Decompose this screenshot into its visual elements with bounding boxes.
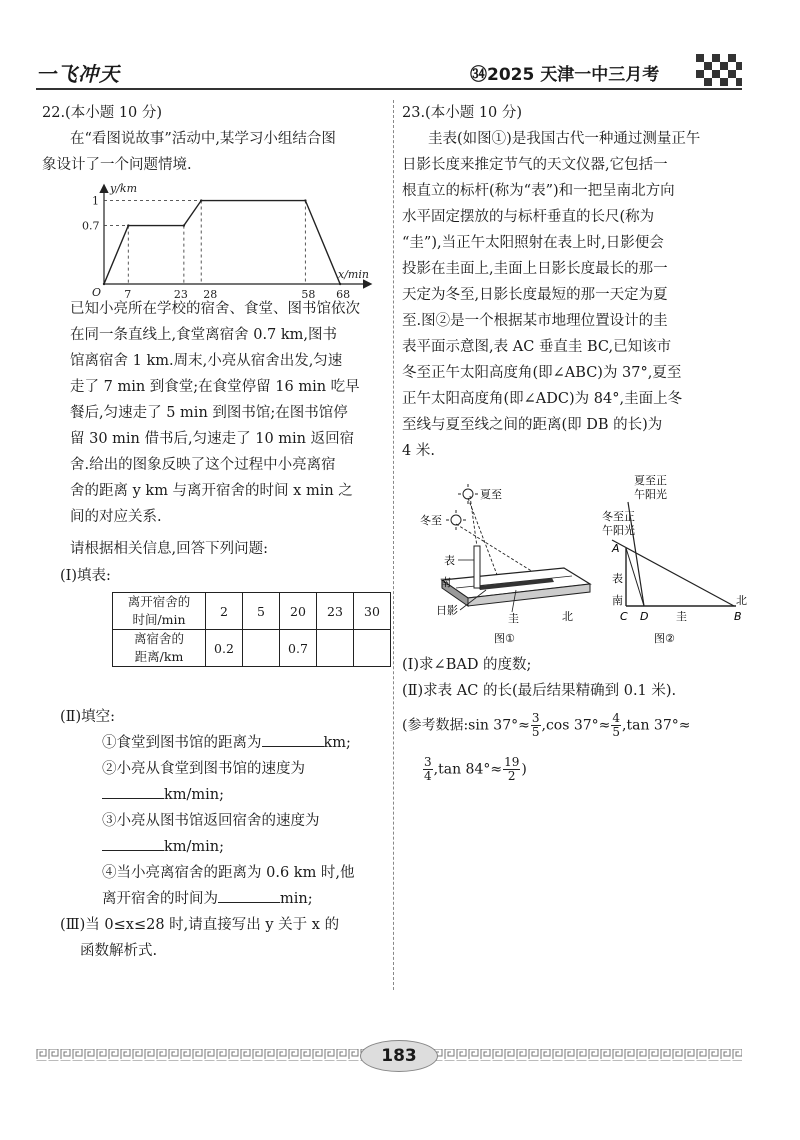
gui-label: 圭	[508, 612, 519, 625]
y-tick-label: 0.7	[82, 219, 100, 233]
q23-body-line: 正午太阳高度角(即∠ADC)为 84°,圭面上冬	[402, 391, 683, 407]
point-D-label: D	[640, 610, 649, 623]
q22-part3-line: (Ⅲ)当 0≤x≤28 时,请直接写出 y 关于 x 的	[60, 917, 340, 933]
winter-ray	[612, 540, 734, 606]
fill-item-1: ①食堂到图书馆的距离为 km;	[102, 730, 351, 756]
y-axis-label: y/km	[110, 182, 138, 195]
x-tick-label: 28	[203, 288, 218, 301]
fill-item-2-cont: km/min;	[102, 782, 224, 808]
distance-time-chart	[80, 180, 380, 300]
south-label: 南	[440, 576, 451, 589]
winter-sun-label-2: 午阳光	[602, 524, 635, 537]
q23-body-line: 根直立的标杆(称为“表”)和一把呈南北方向	[402, 183, 675, 199]
summer-ray	[628, 502, 644, 606]
fill-item-4-cont: 离开宿舍的时间为 min;	[102, 886, 313, 912]
header-rule	[36, 88, 742, 90]
x-axis-label: x/min	[338, 268, 369, 281]
q23-body-line: 投影在圭面上,圭面上日影长度最长的那一	[402, 261, 668, 277]
fraction: $\frac{4}{5}$	[612, 711, 621, 739]
table-cell-blank[interactable]	[317, 630, 354, 667]
fill-item-2: ②小亮从食堂到图书馆的速度为	[102, 761, 305, 777]
y-tick-label: 1	[92, 194, 99, 208]
q23-part1: (Ⅰ)求∠BAD 的度数;	[402, 657, 532, 673]
q23-body-line: 表平面示意图,表 AC 垂直圭 BC,已知该市	[402, 339, 672, 355]
page-header-title: ㉞2025 天津一中三月考	[470, 65, 660, 85]
summer-label: 夏至	[480, 488, 502, 501]
q23-body-line: “圭”),当正午太阳照射在表上时,日影便会	[402, 235, 664, 251]
summer-sun-icon	[458, 484, 478, 504]
table-row	[113, 593, 391, 630]
q23-body-line: 天定为冬至,日影长度最短的那一天定为夏	[402, 287, 668, 303]
q22-heading: 22.(本小题 10 分)	[42, 105, 163, 121]
q22-body-line: 已知小亮所在学校的宿舍、食堂、图书馆依次	[70, 301, 360, 317]
q23-reference-data-cont: $\frac{3}{4}$ ,tan 84°≈ $\frac{19}{2}$ )	[424, 755, 527, 783]
table-cell: 5	[243, 593, 280, 630]
data-point	[304, 199, 306, 201]
q23-body-line: 冬至正午太阳高度角(即∠ABC)为 37°,夏至	[402, 365, 682, 381]
x-tick-label: 58	[301, 288, 316, 301]
shadow-label: 日影	[436, 604, 458, 617]
fraction: $\frac{19}{2}$	[504, 755, 520, 783]
series-line	[104, 201, 340, 284]
point-C-label: C	[620, 610, 628, 623]
column-divider	[393, 100, 394, 990]
q23-body-line: 圭表(如图①)是我国古代一种通过测量正午	[428, 131, 701, 147]
biao-label: 表	[444, 554, 455, 567]
table-cell: 20	[280, 593, 317, 630]
point-A-label: A	[612, 542, 620, 555]
winter-label: 冬至	[420, 514, 442, 527]
winter-sun-icon	[446, 510, 466, 530]
table-cell: 0.2	[206, 630, 243, 667]
page-number: 183	[360, 1040, 438, 1072]
x-tick-label: 68	[336, 288, 351, 301]
q22-part1-label: (Ⅰ)填表:	[60, 568, 111, 584]
answer-blank[interactable]	[218, 888, 280, 903]
answer-blank[interactable]	[102, 836, 164, 851]
data-point	[127, 224, 129, 226]
fill-in-table	[112, 592, 391, 667]
table-cell: 2	[206, 593, 243, 630]
summer-sun-label-1: 夏至正	[634, 474, 667, 487]
table-cell: 23	[317, 593, 354, 630]
q23-part2: (Ⅱ)求表 AC 的长(最后结果精确到 0.1 米).	[402, 683, 677, 699]
data-point	[183, 224, 185, 226]
checker-decoration-icon	[696, 54, 742, 86]
answer-blank[interactable]	[262, 732, 324, 747]
table-cell-blank[interactable]	[354, 630, 391, 667]
brand-logo: 一飞冲天	[36, 62, 120, 86]
south-label: 南	[612, 594, 623, 607]
q23-body-line: 日影长度来推定节气的天文仪器,它包括一	[402, 157, 668, 173]
q22-part2-label: (Ⅱ)填空:	[60, 709, 116, 725]
table-cell-blank[interactable]	[243, 630, 280, 667]
north-label: 北	[562, 610, 573, 623]
q22-part3-line: 函数解析式.	[80, 943, 158, 959]
guide-lines	[104, 201, 305, 284]
point-B-label: B	[734, 610, 742, 623]
fill-item-3: ③小亮从图书馆返回宿舍的速度为	[102, 813, 320, 829]
q22-body-line: 舍的距离 y km 与离开宿舍的时间 x min 之	[70, 483, 353, 499]
figure-1-caption: 图①	[494, 632, 515, 645]
q22-body-line: 餐后,匀速走了 5 min 到图书馆;在图书馆停	[70, 405, 348, 421]
q22-body-line: 留 30 min 借书后,匀速走了 10 min 返回宿	[70, 431, 355, 447]
q23-heading: 23.(本小题 10 分)	[402, 105, 523, 121]
x-tick-label: 23	[173, 288, 188, 301]
figure-2-caption: 图②	[654, 632, 675, 645]
table-row	[113, 630, 391, 667]
table-cell: 0.7	[280, 630, 317, 667]
data-points	[103, 199, 342, 285]
q22-body-line: 馆离宿舍 1 km.周末,小亮从宿舍出发,匀速	[70, 353, 343, 369]
summer-sun-label-2: 午阳光	[634, 488, 667, 501]
data-point	[200, 199, 202, 201]
answer-blank[interactable]	[102, 784, 164, 799]
q22-body-line: 在同一条直线上,食堂离宿舍 0.7 km,图书	[70, 327, 338, 343]
table-cell: 30	[354, 593, 391, 630]
q23-body-line: 水平固定摆放的与标杆垂直的长尺(称为	[402, 209, 655, 225]
q22-body-line: 间的对应关系.	[70, 509, 162, 525]
fill-item-4: ④当小亮离宿舍的距离为 0.6 km 时,他	[102, 865, 355, 881]
biao-label: 表	[612, 572, 623, 585]
q23-body-line: 至线与夏至线之间的距离(即 DB 的长)为	[402, 417, 663, 433]
q22-intro-line: 在“看图说故事”活动中,某学习小组结合图	[70, 131, 336, 147]
x-tick-label: 7	[124, 288, 132, 301]
winter-sun-label-1: 冬至正	[602, 510, 635, 523]
fraction: $\frac{3}{5}$	[531, 711, 540, 739]
data-point	[339, 283, 341, 285]
q22-intro-line: 象设计了一个问题情境.	[42, 157, 192, 173]
q22-body-line: 走了 7 min 到食堂;在食堂停留 16 min 吃早	[70, 379, 360, 395]
q23-body-line: 至.图②是一个根据某市地理位置设计的圭	[402, 313, 668, 329]
data-point	[103, 283, 105, 285]
gui-label: 圭	[676, 610, 687, 623]
table-row-header: 离宿舍的 距离/km	[113, 630, 206, 667]
figure-1-gnomon	[412, 472, 602, 648]
q23-body-line: 4 米.	[402, 443, 435, 459]
q22-instruction: 请根据相关信息,回答下列问题:	[70, 541, 268, 557]
fill-item-3-cont: km/min;	[102, 834, 224, 860]
q23-reference-data: (参考数据:sin 37°≈ $\frac{3}{5}$ ,cos 37°≈ $\frac{4}{5}$ ,tan 37°≈	[402, 711, 691, 739]
q22-body-line: 舍.给出的图象反映了这个过程中小亮离宿	[70, 457, 336, 473]
figure-2-diagram	[602, 472, 756, 648]
table-row-header: 离开宿舍的 时间/min	[113, 593, 206, 630]
north-label: 北	[736, 594, 747, 607]
origin-label: O	[92, 286, 102, 299]
segment-AD	[626, 548, 644, 606]
fraction: $\frac{3}{4}$	[424, 755, 432, 783]
